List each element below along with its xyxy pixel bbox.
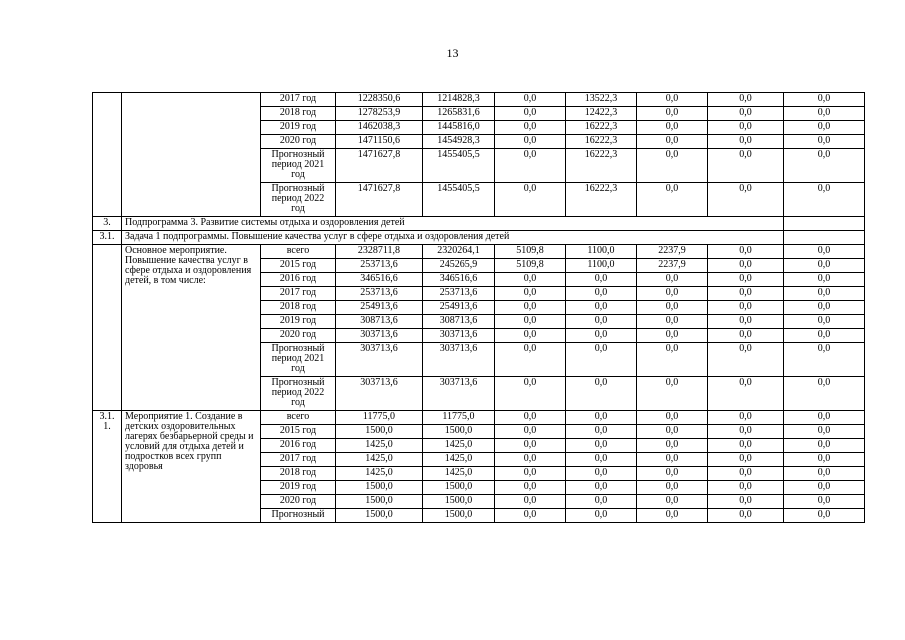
value-cell: 11775,0 [336, 411, 423, 425]
value-cell: 0,0 [495, 329, 566, 343]
value-cell: 1228350,6 [336, 93, 423, 107]
value-cell: 0,0 [495, 343, 566, 377]
value-cell: 0,0 [495, 149, 566, 183]
value-cell: 16222,3 [566, 183, 637, 217]
value-cell: 1454928,3 [423, 135, 495, 149]
value-cell: 0,0 [637, 149, 708, 183]
value-cell: 1462038,3 [336, 121, 423, 135]
value-cell: 0,0 [566, 329, 637, 343]
value-cell: 0,0 [495, 315, 566, 329]
value-cell: 0,0 [784, 245, 865, 259]
value-cell: 0,0 [708, 343, 784, 377]
value-cell: 0,0 [784, 121, 865, 135]
value-cell: 0,0 [495, 467, 566, 481]
value-cell: 0,0 [784, 439, 865, 453]
value-cell: 0,0 [495, 183, 566, 217]
value-cell: 245265,9 [423, 259, 495, 273]
value-cell: 0,0 [708, 509, 784, 523]
year-cell: 2018 год [261, 107, 336, 121]
value-cell: 0,0 [708, 245, 784, 259]
value-cell: 0,0 [495, 107, 566, 121]
value-cell: 0,0 [637, 425, 708, 439]
value-cell: 16222,3 [566, 121, 637, 135]
value-cell: 303713,6 [423, 343, 495, 377]
value-cell: 346516,6 [423, 273, 495, 287]
value-cell: 1265831,6 [423, 107, 495, 121]
value-cell: 0,0 [784, 411, 865, 425]
value-cell: 1500,0 [423, 425, 495, 439]
year-cell: всего [261, 245, 336, 259]
value-cell: 1425,0 [336, 439, 423, 453]
value-cell: 0,0 [566, 343, 637, 377]
empty-cell [784, 231, 865, 245]
value-cell: 1500,0 [336, 425, 423, 439]
value-cell: 0,0 [784, 107, 865, 121]
value-cell: 0,0 [495, 411, 566, 425]
value-cell: 0,0 [708, 411, 784, 425]
value-cell: 0,0 [495, 135, 566, 149]
year-cell: 2017 год [261, 93, 336, 107]
value-cell: 0,0 [637, 121, 708, 135]
value-cell: 303713,6 [423, 329, 495, 343]
value-cell: 0,0 [495, 439, 566, 453]
value-cell: 0,0 [708, 183, 784, 217]
year-cell: 2016 год [261, 439, 336, 453]
value-cell: 308713,6 [423, 315, 495, 329]
activity-name-cell [122, 93, 261, 217]
value-cell: 0,0 [784, 287, 865, 301]
value-cell: 0,0 [784, 93, 865, 107]
value-cell: 253713,6 [336, 287, 423, 301]
value-cell: 0,0 [566, 453, 637, 467]
value-cell: 303713,6 [336, 329, 423, 343]
value-cell: 0,0 [495, 93, 566, 107]
subprogram-title: Подпрограмма 3. Развитие системы отдыха и оздоровления детей [122, 217, 784, 231]
value-cell: 0,0 [566, 273, 637, 287]
value-cell: 0,0 [784, 301, 865, 315]
value-cell: 2237,9 [637, 259, 708, 273]
value-cell: 0,0 [708, 377, 784, 411]
value-cell: 1425,0 [423, 439, 495, 453]
value-cell: 0,0 [784, 315, 865, 329]
value-cell: 254913,6 [336, 301, 423, 315]
value-cell: 0,0 [566, 377, 637, 411]
value-cell: 1500,0 [423, 509, 495, 523]
value-cell: 1455405,5 [423, 183, 495, 217]
value-cell: 0,0 [708, 287, 784, 301]
value-cell: 1445816,0 [423, 121, 495, 135]
row-number-cell: 3.1. 1. [93, 411, 122, 523]
value-cell: 0,0 [708, 315, 784, 329]
value-cell: 5109,8 [495, 259, 566, 273]
value-cell: 1214828,3 [423, 93, 495, 107]
value-cell: 0,0 [708, 273, 784, 287]
value-cell: 11775,0 [423, 411, 495, 425]
value-cell: 0,0 [784, 273, 865, 287]
year-cell: 2018 год [261, 467, 336, 481]
year-cell: 2018 год [261, 301, 336, 315]
value-cell: 2328711,8 [336, 245, 423, 259]
year-cell: 2019 год [261, 121, 336, 135]
value-cell: 16222,3 [566, 149, 637, 183]
value-cell: 0,0 [784, 377, 865, 411]
budget-table [92, 92, 865, 523]
table-row [93, 93, 865, 107]
value-cell: 5109,8 [495, 245, 566, 259]
value-cell: 1425,0 [423, 467, 495, 481]
value-cell: 0,0 [708, 495, 784, 509]
value-cell: 0,0 [708, 329, 784, 343]
value-cell: 303713,6 [423, 377, 495, 411]
value-cell: 0,0 [566, 315, 637, 329]
value-cell: 0,0 [495, 495, 566, 509]
value-cell: 0,0 [637, 301, 708, 315]
value-cell: 0,0 [708, 121, 784, 135]
value-cell: 0,0 [708, 259, 784, 273]
year-cell: 2015 год [261, 259, 336, 273]
value-cell: 0,0 [637, 453, 708, 467]
year-cell: 2020 год [261, 329, 336, 343]
year-cell: 2019 год [261, 315, 336, 329]
value-cell: 1500,0 [336, 481, 423, 495]
value-cell: 0,0 [784, 135, 865, 149]
value-cell: 0,0 [637, 481, 708, 495]
row-number-cell [93, 93, 122, 217]
value-cell: 0,0 [784, 509, 865, 523]
value-cell: 1500,0 [336, 495, 423, 509]
value-cell: 0,0 [637, 411, 708, 425]
year-cell: Прогнозный период 2021 год [261, 149, 336, 183]
value-cell: 0,0 [784, 343, 865, 377]
value-cell: 1425,0 [336, 453, 423, 467]
value-cell: 0,0 [784, 259, 865, 273]
value-cell: 0,0 [708, 149, 784, 183]
value-cell: 0,0 [784, 425, 865, 439]
value-cell: 0,0 [637, 135, 708, 149]
year-cell: Прогнозный [261, 509, 336, 523]
value-cell: 0,0 [495, 509, 566, 523]
value-cell: 0,0 [566, 439, 637, 453]
value-cell: 0,0 [637, 329, 708, 343]
value-cell: 0,0 [566, 287, 637, 301]
value-cell: 303713,6 [336, 377, 423, 411]
year-cell: всего [261, 411, 336, 425]
value-cell: 254913,6 [423, 301, 495, 315]
value-cell: 0,0 [637, 273, 708, 287]
value-cell: 0,0 [708, 481, 784, 495]
value-cell: 0,0 [566, 495, 637, 509]
year-cell: Прогнозный период 2021 год [261, 343, 336, 377]
value-cell: 0,0 [784, 149, 865, 183]
year-cell: Прогнозный период 2022 год [261, 377, 336, 411]
value-cell: 0,0 [566, 467, 637, 481]
value-cell: 1471627,8 [336, 149, 423, 183]
task-row [93, 231, 865, 245]
subprogram-number: 3. [93, 217, 122, 231]
value-cell: 0,0 [637, 315, 708, 329]
value-cell: 0,0 [566, 481, 637, 495]
value-cell: 0,0 [708, 135, 784, 149]
value-cell: 0,0 [784, 183, 865, 217]
value-cell: 1425,0 [423, 453, 495, 467]
value-cell: 303713,6 [336, 343, 423, 377]
value-cell: 16222,3 [566, 135, 637, 149]
value-cell: 0,0 [495, 425, 566, 439]
year-cell: 2017 год [261, 287, 336, 301]
task-title: Задача 1 подпрограммы. Повышение качества услуг в сфере отдыха и оздоровления детей [122, 231, 784, 245]
value-cell: 0,0 [708, 425, 784, 439]
value-cell: 0,0 [708, 301, 784, 315]
year-cell: Прогнозный период 2022 год [261, 183, 336, 217]
value-cell: 0,0 [637, 287, 708, 301]
value-cell: 1471627,8 [336, 183, 423, 217]
task-number: 3.1. [93, 231, 122, 245]
value-cell: 1100,0 [566, 259, 637, 273]
value-cell: 0,0 [566, 509, 637, 523]
value-cell: 0,0 [637, 107, 708, 121]
year-cell: 2015 год [261, 425, 336, 439]
value-cell: 0,0 [784, 467, 865, 481]
value-cell: 308713,6 [336, 315, 423, 329]
year-cell: 2020 год [261, 495, 336, 509]
activity-name-cell: Основное мероприятие. Повышение качества услуг в сфере отдыха и оздоровления детей, в том числе: [122, 245, 261, 411]
value-cell: 13522,3 [566, 93, 637, 107]
page-number: 13 [446, 46, 459, 60]
table-row [93, 245, 865, 259]
value-cell: 0,0 [495, 377, 566, 411]
year-cell: 2020 год [261, 135, 336, 149]
value-cell: 0,0 [708, 453, 784, 467]
value-cell: 253713,6 [423, 287, 495, 301]
value-cell: 0,0 [637, 439, 708, 453]
value-cell: 0,0 [566, 425, 637, 439]
value-cell: 0,0 [637, 467, 708, 481]
empty-cell [784, 217, 865, 231]
value-cell: 0,0 [495, 301, 566, 315]
value-cell: 0,0 [708, 467, 784, 481]
value-cell: 2320264,1 [423, 245, 495, 259]
value-cell: 0,0 [784, 481, 865, 495]
value-cell: 1278253,9 [336, 107, 423, 121]
value-cell: 0,0 [495, 121, 566, 135]
value-cell: 1100,0 [566, 245, 637, 259]
value-cell: 1455405,5 [423, 149, 495, 183]
table-row [93, 411, 865, 425]
value-cell: 0,0 [784, 453, 865, 467]
value-cell: 253713,6 [336, 259, 423, 273]
value-cell: 0,0 [637, 495, 708, 509]
subprogram-row [93, 217, 865, 231]
value-cell: 0,0 [784, 329, 865, 343]
value-cell: 0,0 [495, 287, 566, 301]
value-cell: 0,0 [637, 343, 708, 377]
value-cell: 1471150,6 [336, 135, 423, 149]
value-cell: 1500,0 [423, 495, 495, 509]
value-cell: 12422,3 [566, 107, 637, 121]
value-cell: 0,0 [708, 107, 784, 121]
year-cell: 2017 год [261, 453, 336, 467]
value-cell: 0,0 [708, 439, 784, 453]
value-cell: 0,0 [637, 377, 708, 411]
value-cell: 0,0 [495, 481, 566, 495]
value-cell: 346516,6 [336, 273, 423, 287]
value-cell: 0,0 [637, 509, 708, 523]
value-cell: 0,0 [637, 183, 708, 217]
value-cell: 0,0 [495, 453, 566, 467]
value-cell: 0,0 [637, 93, 708, 107]
value-cell: 2237,9 [637, 245, 708, 259]
value-cell: 1500,0 [336, 509, 423, 523]
value-cell: 0,0 [566, 301, 637, 315]
value-cell: 0,0 [566, 411, 637, 425]
year-cell: 2016 год [261, 273, 336, 287]
value-cell: 0,0 [495, 273, 566, 287]
value-cell: 1425,0 [336, 467, 423, 481]
value-cell: 0,0 [708, 93, 784, 107]
activity-name-cell: Мероприятие 1. Создание в детских оздоровительных лагерях безбарьерной среды и условий для отдыха детей и подростков всех групп здоровья [122, 411, 261, 523]
year-cell: 2019 год [261, 481, 336, 495]
value-cell: 1500,0 [423, 481, 495, 495]
row-number-cell [93, 245, 122, 411]
value-cell: 0,0 [784, 495, 865, 509]
